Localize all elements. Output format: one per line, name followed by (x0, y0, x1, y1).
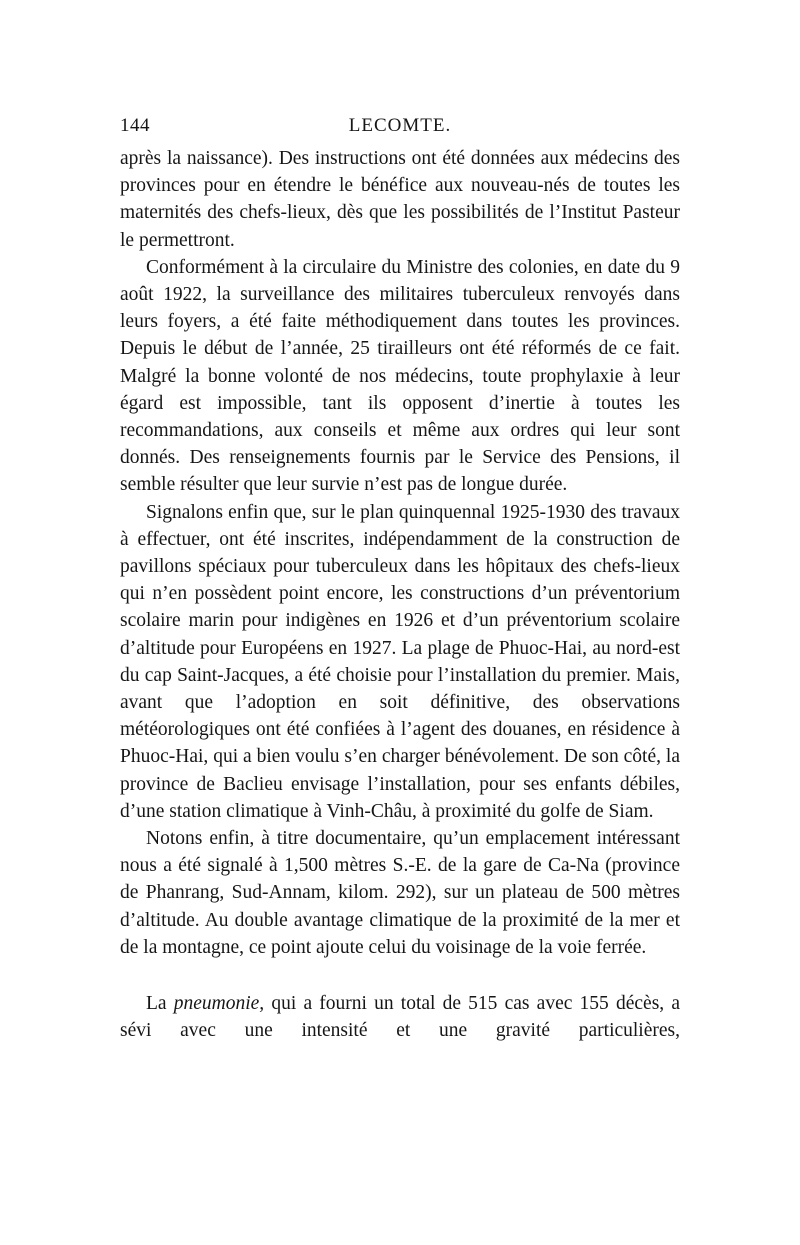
section-gap (120, 961, 680, 990)
pneumonia-text: qui a fourni un total de 515 cas avec 155 décès, a sévi avec une intensité et une gravité particulières, (120, 993, 680, 1042)
pneumonia-term: pneumonie, (173, 993, 265, 1015)
paragraph-continuation: après la naissance). Des instructions ont été données aux médecins des provinces pour en étendre le bénéfice aux nouveau-nés de toutes les maternités des chefs-lieux, dès que les possibilités de l’Institut Pasteur le permettront. (120, 148, 680, 251)
pneumonia-lead: La (146, 993, 174, 1015)
running-header (120, 115, 680, 145)
paragraph-ca-na-site: Notons enfin, à titre documentaire, qu’un emplacement intéressant nous a été signalé à 1,500 mètres S.-E. de la gare de Ca-Na (province de Phanrang, Sud-Annam, kilom. 292), sur un plateau de 500 mètres d’altitude. Au double avantage climatique de la proximité de la mer et de la montagne, ce point ajoute celui du voisinage de la voie ferrée. (120, 828, 680, 958)
paragraph-five-year-plan: Signalons enfin que, sur le plan quinquennal 1925-1930 des travaux à effectuer, ont été inscrites, indépendamment de la construction de pavillons spéciaux pour tuberculeux dans les hôpitaux des chefs-lieux qui n’en possèdent point encore, les constructions d’un préventorium scolaire marin pour indigènes en 1926 et d’un préventorium scolaire d’altitude pour Européens en 1927. La plage de Phuoc-Hai, au nord-est du cap Saint-Jacques, a été choisie pour l’installation du premier. Mais, avant que l’adoption en soit définitive, des observations météorologiques ont été confiées à l’agent des douanes, en résidence à Phuoc-Hai, qui a bien voulu s’en charger bénévolement. De son côté, la province de Baclieu envisage l’installation, pour ses enfants débiles, d’une station climatique à Vinh-Châu, à proximité du golfe de Siam. (120, 501, 680, 822)
page-number: 144 (120, 115, 150, 136)
paragraph-pneumonia (120, 990, 680, 1044)
book-page (120, 115, 680, 1045)
paragraph-tuberculous-soldiers: Conformément à la circulaire du Ministre des colonies, en date du 9 août 1922, la surveillance des militaires tuberculeux renvoyés dans leurs foyers, a été faite méthodiquement dans toutes les provinces. Depuis le début de l’année, 25 tirailleurs ont été réformés de ce fait. Malgré la bonne volonté de nos médecins, toute prophylaxie à leur égard est impossible, tant ils opposent d’inertie à toutes les recommandations, aux conseils et même aux ordres qui leur sont donnés. Des renseignements fournis par le Service des Pensions, il semble résulter que leur survie n’est pas de longue durée. (120, 256, 680, 496)
running-title: LECOMTE. (348, 115, 452, 136)
